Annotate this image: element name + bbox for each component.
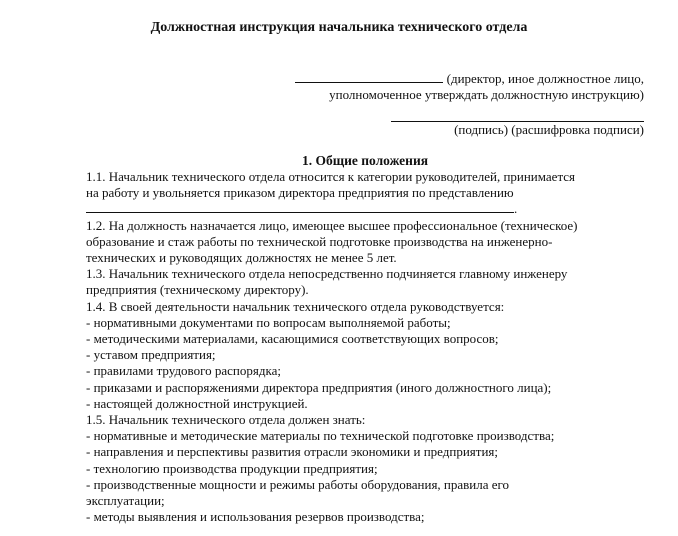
text-line: - настоящей должностной инструкцией. bbox=[86, 395, 308, 411]
text-line: - методы выявления и использования резервов производства; bbox=[86, 509, 425, 525]
text-line: - приказами и распоряжениями директора предприятия (иного должностного лица); bbox=[86, 379, 552, 395]
text-line: 1.3. Начальник технического отдела непосредственно подчиняется главному инженеру bbox=[86, 266, 568, 282]
text-line: образование и стаж работы по технической подготовке производства на инженерно- bbox=[86, 233, 553, 249]
approval-line-1: (директор, иное должностное лицо, bbox=[446, 71, 644, 86]
text-line: 1.5. Начальник технического отдела должен знать: bbox=[86, 412, 366, 428]
text-line: технических и руководящих должностях не менее 5 лет. bbox=[86, 250, 397, 266]
document-title: Должностная инструкция начальника технического отдела bbox=[150, 20, 528, 35]
text-line: предприятия (техническому директору). bbox=[86, 282, 309, 298]
section-body bbox=[86, 169, 646, 525]
text-line: 1.1. Начальник технического отдела относится к категории руководителей, принимается bbox=[86, 169, 576, 184]
fill-in-blank bbox=[86, 201, 514, 213]
text-line: - производственные мощности и режимы работы оборудования, правила его bbox=[86, 476, 510, 492]
approval-line-3: (подпись) (расшифровка подписи) bbox=[454, 122, 644, 137]
text-line: эксплуатации; bbox=[86, 493, 165, 509]
text-line: - уставом предприятия; bbox=[86, 347, 216, 363]
approval-line-2: уполномоченное утверждать должностную инструкцию) bbox=[329, 87, 644, 102]
text-line: - нормативные и методические материалы по технической подготовке производства; bbox=[86, 428, 555, 444]
section-heading: 1. Общие положения bbox=[301, 153, 429, 168]
text-line: на работу и увольняется приказом директора предприятия по представлению bbox=[86, 185, 514, 201]
signature-blank bbox=[391, 107, 644, 122]
text-line: - направления и перспективы развития отрасли экономики и предприятия; bbox=[86, 444, 498, 460]
text-line: 1.4. В своей деятельности начальник технического отдела руководствуется: bbox=[86, 298, 505, 314]
blank-line-row bbox=[86, 201, 646, 217]
text-line: - технологию производства продукции предприятия; bbox=[86, 460, 378, 476]
text-line: - нормативными документами по вопросам выполняемой работы; bbox=[86, 314, 451, 330]
text-line: - правилами трудового распорядка; bbox=[86, 363, 281, 379]
text-line: 1.2. На должность назначается лицо, имеющее высшее профессиональное (техническое) bbox=[86, 217, 578, 233]
approver-position-blank bbox=[295, 70, 443, 83]
text-line: - методическими материалами, касающимися соответствующих вопросов; bbox=[86, 331, 499, 347]
blank-end: . bbox=[514, 201, 518, 217]
approval-block bbox=[295, 70, 644, 138]
